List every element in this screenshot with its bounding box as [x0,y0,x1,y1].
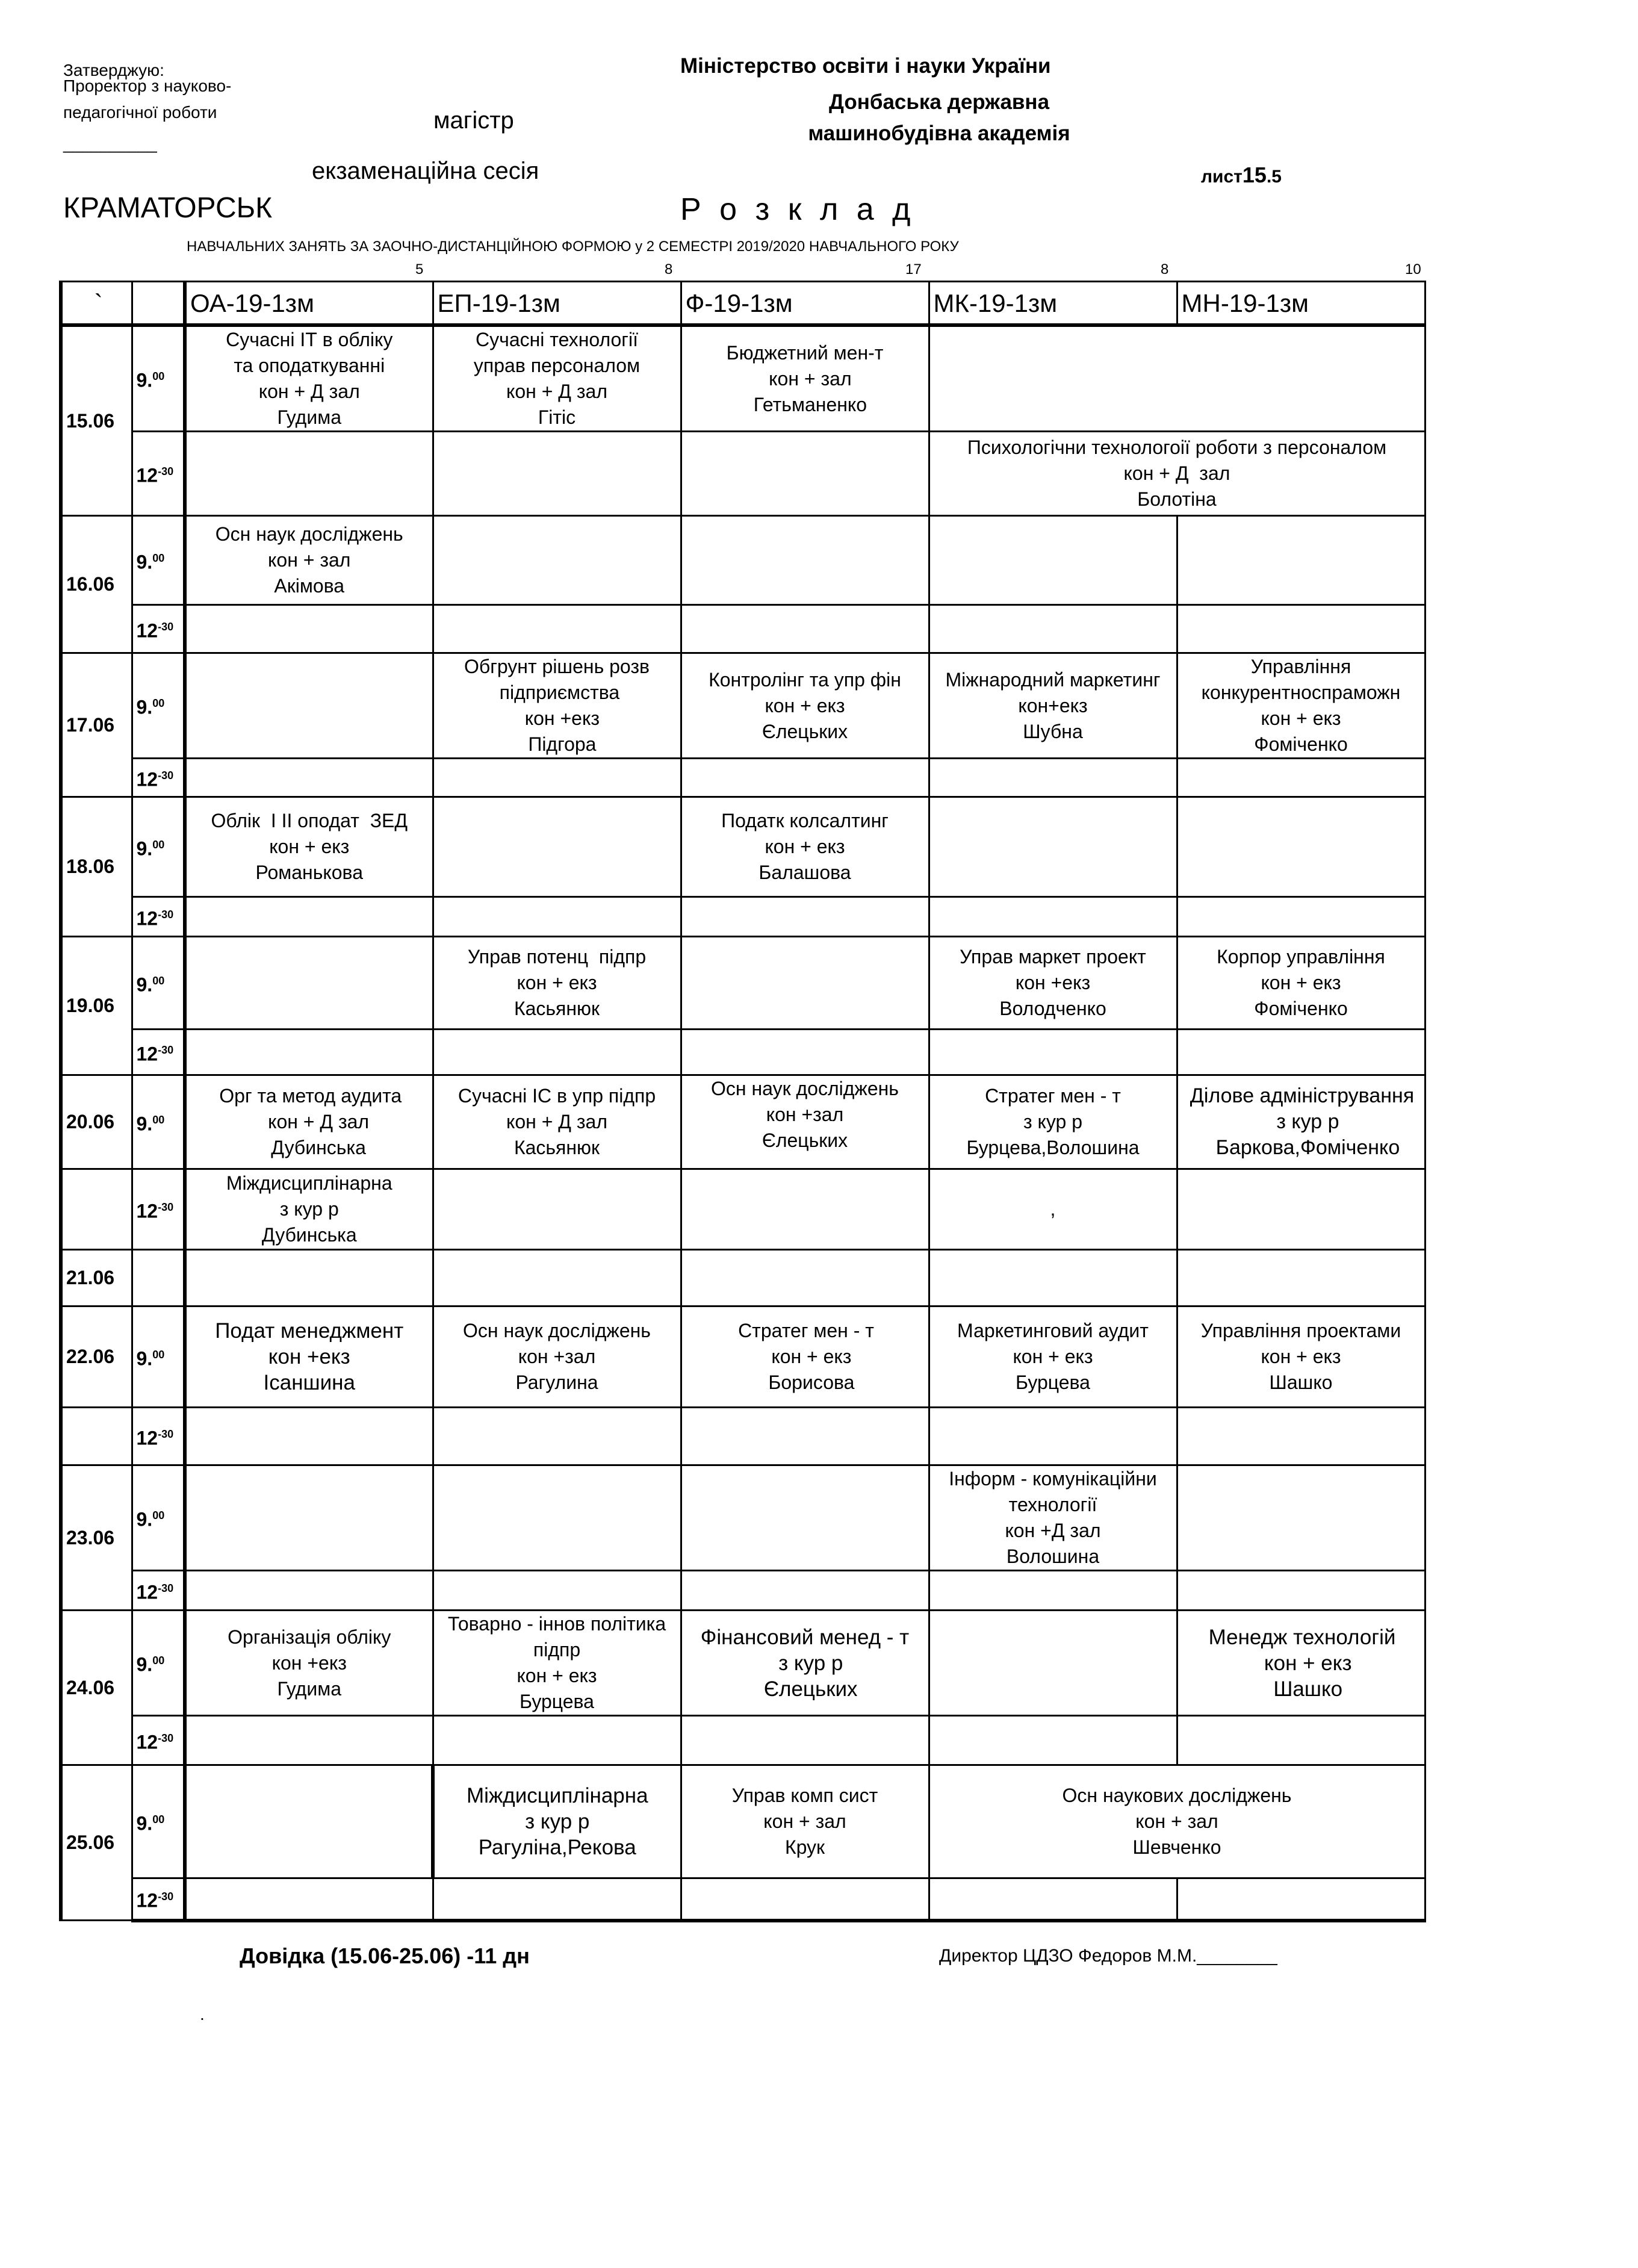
lesson-cell [681,325,929,432]
lesson-cell [185,897,433,937]
lesson-cell [433,1611,681,1716]
lesson-cell [1177,1571,1425,1611]
cell-text-line: кон + екз [765,836,845,857]
cell-text-line: Міждисциплінарна [226,1172,392,1194]
lesson-cell [1177,759,1425,797]
lesson-cell [929,1250,1177,1306]
cell-text-line: кон + Д зал [1123,462,1230,484]
date-cell: 22.06 [61,1306,132,1408]
lesson-cell [185,759,433,797]
time-cell-am: 9.00 [132,325,185,432]
lesson-cell [1177,605,1425,653]
cell-text-line: Гетьманенко [742,393,867,415]
cell-text-line: Дубинська [255,1137,366,1158]
cell-text-line: Управління проектами [1200,1320,1401,1341]
lesson-cell [185,1169,433,1250]
cell-text-line: Гітіс [538,406,576,428]
cell-text-line: з кур р [525,1810,590,1833]
lesson-cell [1177,516,1425,605]
cell-text-line: підпр [533,1639,581,1661]
cell-text-line: Стратег мен - т [985,1085,1121,1107]
cell-text-line: Подат менеджмент [215,1319,404,1343]
lesson-cell [929,759,1177,797]
lesson-cell [185,1075,433,1169]
lesson-cell [185,605,433,653]
cell-text-line: Організація обліку [228,1626,391,1648]
cell-text-line: Шевченко [1132,1836,1221,1858]
cell-text-line: Єлецьких [762,1129,848,1151]
lesson-cell [1177,653,1425,759]
cell-text-line: Шашко [1269,1372,1333,1393]
lesson-cell [433,1571,681,1611]
date-cell: 23.06 [61,1465,132,1611]
time-cell-pm: $12^{-30}$ [132,1030,185,1075]
lesson-cell [185,937,433,1030]
cell-text-line: кон + Д зал [506,381,607,402]
time-cell-am: 9.00 [132,797,185,897]
table-row [61,1408,1425,1465]
group-header-1: ОА-19-1зм [185,282,433,326]
director-signature: Директор ЦДЗО Федоров М.М.________ [939,1946,1277,1966]
table-row [61,937,1425,1030]
time-cell-am: 9.00 [132,1611,185,1716]
date-cell: 16.06 [61,516,132,653]
cell-text-line: Стратег мен - т [738,1320,874,1341]
lesson-cell [433,653,681,759]
lesson-cell [1177,1075,1425,1169]
group-header-4: МК-19-1зм [929,282,1177,326]
lesson-cell [433,897,681,937]
time-cell-am: 9.00 [132,1465,185,1571]
lesson-cell [681,516,929,605]
date-cell: 19.06 [61,937,132,1075]
cell-text-line: Баркова,Фоміченко [1204,1136,1400,1159]
table-row [61,759,1425,797]
cell-text-line: Податк колсалтинг [721,810,889,831]
time-cell-pm: $12^{-30}$ [132,1878,185,1921]
table-row [61,1306,1425,1408]
time-cell-pm: $12^{-30}$ [132,897,185,937]
lesson-cell [433,797,681,897]
cell-text-line: технології [1008,1494,1097,1515]
cell-text-line: Фінансовий менед - т [700,1625,910,1649]
session-label: екзаменаційна сесія [312,158,539,184]
table-row [61,1716,1425,1765]
time-cell-pm: $12^{-30}$ [132,1571,185,1611]
sheet-label: лист15.5 [1201,163,1282,187]
date-cell: 18.06 [61,797,132,937]
cell-text-line: Бюджетний мен-т [726,341,884,364]
cell-text-line: кон + Д зал [506,1111,607,1132]
cell-text-line: кон + зал [763,1810,846,1832]
group-count-4: 8 [1161,261,1169,278]
cell-text-line: Ділове адміністрування [1190,1084,1415,1107]
cell-text-line: кон + екз [517,972,597,993]
cell-text-line: Гудима [277,406,341,428]
cell-text-line: Гудима [277,1677,341,1700]
cell-text-line: Волошина [1006,1546,1100,1567]
table-row [61,325,1425,432]
table-row [61,1611,1425,1716]
lesson-cell [681,897,929,937]
table-row [61,432,1425,516]
lesson-cell [1177,1030,1425,1075]
lesson-cell [929,797,1177,897]
cell-text-line: з кур р [279,1198,339,1220]
cell-text-line: підприємства [494,682,620,703]
page-subtitle: НАВЧАЛЬНИХ ЗАНЯТЬ ЗА ЗАОЧНО-ДИСТАНЦІЙНОЮ ФОРМОЮ у 2 СЕМЕСТРІ 2019/2020 НАВЧАЛЬНОГО РОКУ [187,238,959,255]
cell-text-line: Крук [784,1836,825,1858]
lesson-cell [681,1465,929,1571]
lesson-cell [681,1030,929,1075]
time-cell-am: 9.00 [132,1306,185,1408]
lesson-cell [929,516,1177,605]
lesson-cell [929,1306,1177,1408]
cell-text-line: з кур р [1265,1110,1339,1133]
cell-text-line: Міждисциплінарна [466,1784,648,1807]
city-label: КРАМАТОРСЬК [63,192,273,224]
time-cell-am: 9.00 [132,937,185,1030]
group-count-5: 10 [1405,261,1421,278]
cell-text-line: Товарно - іннов політика [447,1613,666,1635]
lesson-cell [185,432,433,516]
cell-text-line: Бурцева [520,1691,594,1712]
lesson-cell [433,759,681,797]
academy-name-2: машинобудівна академія [808,122,1070,145]
time-cell-pm: $12^{-30}$ [132,605,185,653]
date-cell: 24.06 [61,1611,132,1765]
cell-text-line: Сучасні ІС в упр підпр [458,1085,656,1107]
cell-text-line: Управ потенц підпр [467,946,647,968]
cell-text-line: з кур р [766,1651,843,1675]
lesson-cell [1177,1306,1425,1408]
lesson-cell [185,1765,433,1878]
cell-text-line: кон + екз [760,1346,852,1367]
table-row [61,1169,1425,1250]
cell-text-line: кон + зал [1135,1810,1218,1832]
time-cell-pm: $12^{-30}$ [132,1408,185,1465]
table-row [61,1030,1425,1075]
lesson-cell [1177,1611,1425,1716]
lesson-cell [681,1250,929,1306]
lesson-cell [185,1465,433,1571]
cell-text-line: кон + екз [1252,1651,1352,1675]
lesson-cell [185,516,433,605]
table-row [61,1765,1425,1878]
cell-text-line: Менедж технологій [1208,1625,1396,1649]
cell-text-line: управ персоналом [473,355,641,376]
lesson-cell [1177,1250,1425,1306]
table-row [61,516,1425,605]
lesson-cell [929,1571,1177,1611]
cell-text-line: кон +екз [268,1345,350,1369]
cell-text-line: Ісаншина [263,1371,355,1394]
cell-text-line: кон +зал [518,1346,596,1367]
lesson-cell [681,1306,929,1408]
cell-text-line: кон + Д зал [252,1111,370,1132]
cell-text-line: кон + екз [1261,972,1341,993]
lesson-cell [185,325,433,432]
approve-label: Затверджую: [63,61,164,79]
lesson-cell [433,1306,681,1408]
cell-text-line: кон + Д зал [258,381,360,402]
cell-text-line: Підгора [517,733,597,755]
academy-name-1: Донбаська державна [828,90,1050,114]
time-cell-am: 9.00 [132,1765,185,1878]
table-row [61,1075,1425,1169]
cell-text-line: кон + зал [268,549,351,571]
cell-text-line: та оподаткуванні [234,355,385,376]
time-cell-pm: $12^{-30}$ [132,759,185,797]
lesson-cell [681,1169,929,1250]
cell-text-line: Управління [1250,656,1351,677]
time-cell-pm: $12^{-30}$ [132,1169,185,1250]
lesson-cell [929,605,1177,653]
cell-text-line: Єлецьких [752,1677,858,1701]
cell-text-line: Осн наук досліджень [463,1320,651,1341]
cell-text-line: кон +зал [766,1104,844,1125]
cell-text-line: кон + екз [1013,1346,1093,1367]
lesson-cell [185,1250,433,1306]
cell-text-line: Міжнародний маркетинг [945,668,1161,691]
cell-text-line: кон + зал [758,367,852,390]
date-cell-empty [61,1169,132,1250]
cell-text-line: кон+екз [1018,694,1088,716]
cell-text-line: Контролінг та упр фін [709,668,901,691]
table-header-row [61,282,1425,326]
lesson-cell [681,1571,929,1611]
group-header-3: Ф-19-1зм [681,282,929,326]
cell-text-line: з кур р [1023,1111,1083,1132]
group-count-3: 17 [905,261,922,278]
cell-text-line: Касьянюк [513,1137,600,1158]
lesson-cell [1177,1878,1425,1921]
lesson-cell [681,1765,929,1878]
cell-text-line: Осн наук досліджень [215,523,403,545]
signature-line: __________ [63,134,157,153]
cell-text-line: Орг та метод аудита [219,1085,402,1107]
date-cell: 17.06 [61,653,132,797]
cell-text-line: Обгрунт рішень розв [464,656,650,677]
cell-text-line: кон + екз [517,1665,597,1686]
cell-text-line: Осн наук досліджень [711,1078,899,1099]
lesson-cell [433,432,681,516]
lesson-cell [681,1408,929,1465]
lesson-cell [929,1408,1177,1465]
cell-text-line: Інформ - комунікаційни [949,1468,1157,1490]
lesson-cell [681,937,929,1030]
lesson-cell [929,897,1177,937]
cell-text-line: Рагулина [515,1372,598,1393]
date-cell: 15.06 [61,325,132,516]
lesson-cell [929,1465,1177,1571]
lesson-cell [185,1306,433,1408]
lesson-cell [433,1169,681,1250]
date-cell-empty [61,1408,132,1465]
lesson-cell [1177,937,1425,1030]
lesson-cell [433,1408,681,1465]
lesson-cell [929,653,1177,759]
lesson-cell [433,1878,681,1921]
time-cell-pm: $12^{-30}$ [132,432,185,516]
table-row [61,1878,1425,1921]
lesson-cell [681,759,929,797]
cell-text-line: кон +екз [1015,972,1091,993]
lesson-cell [433,1465,681,1571]
time-cell-empty [132,1250,185,1306]
cell-text-line: Фоміченко [1254,998,1348,1019]
lesson-cell [929,1611,1177,1716]
corner-cell: ` [61,282,132,326]
cell-text-line: Романькова [255,862,363,883]
table-row [61,1465,1425,1571]
ministry-name: Міністерство освіти і науки України [680,54,1051,78]
lesson-cell [681,1611,929,1716]
lesson-cell [681,653,929,759]
lesson-cell [1177,1408,1425,1465]
lesson-cell [185,1878,433,1921]
cell-text-line: Маркетинговий аудит [957,1320,1149,1341]
cell-text-line: Шашко [1261,1677,1343,1701]
time-header-cell [132,282,185,326]
lesson-cell [1177,797,1425,897]
lesson-cell [1177,1465,1425,1571]
lesson-cell [433,605,681,653]
cell-text-line: конкурентноспраможн [1201,682,1401,703]
degree-label: магістр [433,107,514,134]
group-header-2: ЕП-19-1зм [433,282,681,326]
lesson-cell [681,605,929,653]
footer-dot: . [200,2005,205,2024]
table-row [61,797,1425,897]
cell-text-line: Болотіна [1137,488,1217,510]
lesson-cell [681,1716,929,1765]
cell-text-line: кон + екз [765,694,845,716]
lesson-cell [1177,897,1425,937]
lesson-cell [433,1075,681,1169]
lesson-cell [929,1878,1177,1921]
lesson-cell: , [929,1169,1177,1250]
cell-text-line: Корпор управління [1217,946,1385,968]
cell-text-line: кон + екз [1261,707,1341,729]
cell-text-line: кон + екз [269,836,350,857]
lesson-cell [433,1030,681,1075]
cell-text-line: Бурцева,Волошина [966,1137,1140,1158]
lesson-cell [1177,1716,1425,1765]
table-row [61,897,1425,937]
lesson-cell [929,937,1177,1030]
lesson-cell [433,325,681,432]
lesson-cell [681,1075,929,1169]
cell-text-line: Психологічни технологоії роботи з персоналом [967,437,1387,458]
schedule-table [59,281,1426,1922]
lesson-cell [185,1716,433,1765]
lesson-cell-merged [929,432,1425,516]
prorector-line-2: педагогічної роботи [63,103,217,122]
lesson-cell [433,1716,681,1765]
cell-text-line: Сучасні технології [476,329,638,350]
lesson-cell [433,1765,681,1878]
lesson-cell [929,325,1425,432]
lesson-cell [1177,1169,1425,1250]
lesson-cell [681,432,929,516]
cell-text-line: Борисова [757,1372,855,1393]
table-row [61,1571,1425,1611]
lesson-cell [433,937,681,1030]
time-cell-pm: $12^{-30}$ [132,1716,185,1765]
cell-text-line: Шубна [1023,720,1083,742]
lesson-cell [681,797,929,897]
table-row [61,1250,1425,1306]
group-count-1: 5 [415,261,424,278]
cell-text-line: Сучасні ІТ в обліку [226,329,393,350]
cell-text-line: Дубинська [261,1224,357,1246]
lesson-cell [185,1030,433,1075]
lesson-cell [433,516,681,605]
date-cell: 20.06 [61,1075,132,1169]
cell-text-line: Бурцева [1016,1372,1090,1393]
cell-text-line: Облік І ІІ оподат ЗЕД [211,810,408,831]
date-cell: 25.06 [61,1765,132,1921]
table-row [61,653,1425,759]
time-cell-am: 9.00 [132,653,185,759]
cell-text-line: Володченко [999,998,1106,1019]
lesson-cell [185,1611,433,1716]
lesson-cell [929,1030,1177,1075]
cell-text-line: Єлецьких [762,720,848,742]
cell-text-line: кон +екз [513,707,600,729]
lesson-cell [185,653,433,759]
prorector-line-1: Проректор з науково- [63,76,232,95]
date-cell: 21.06 [61,1250,132,1306]
group-count-2: 8 [665,261,673,278]
table-row [61,605,1425,653]
lesson-cell [185,797,433,897]
lesson-cell [433,1250,681,1306]
cell-text-line: Управ комп сист [731,1785,878,1806]
group-header-5: МН-19-1зм [1177,282,1425,326]
lesson-cell [681,1878,929,1921]
lesson-cell [929,1716,1177,1765]
cell-text-line: Фоміченко [1254,733,1348,755]
lesson-cell [929,1075,1177,1169]
time-cell-am: 9.00 [132,516,185,605]
lesson-cell [185,1408,433,1465]
lesson-cell-merged [929,1765,1425,1878]
cell-text-line: Осн наукових досліджень [1062,1785,1292,1806]
cell-text-line: Касьянюк [513,998,600,1019]
cell-text-line: Акімова [274,575,345,597]
cell-text-line: кон +екз [271,1651,347,1674]
cell-text-line: кон + екз [1261,1346,1341,1367]
lesson-cell [185,1571,433,1611]
cell-text-line: Рагуліна,Рекова [478,1836,636,1859]
cell-text-line: Балашова [759,862,851,883]
reference-note: Довідка (15.06-25.06) -11 дн [240,1943,530,1968]
cell-text-line: Управ маркет проект [960,946,1146,968]
time-cell-am: 9.00 [132,1075,185,1169]
cell-text-line: кон +Д зал [1005,1520,1101,1541]
page-title: Р о з к л а д [680,192,916,227]
